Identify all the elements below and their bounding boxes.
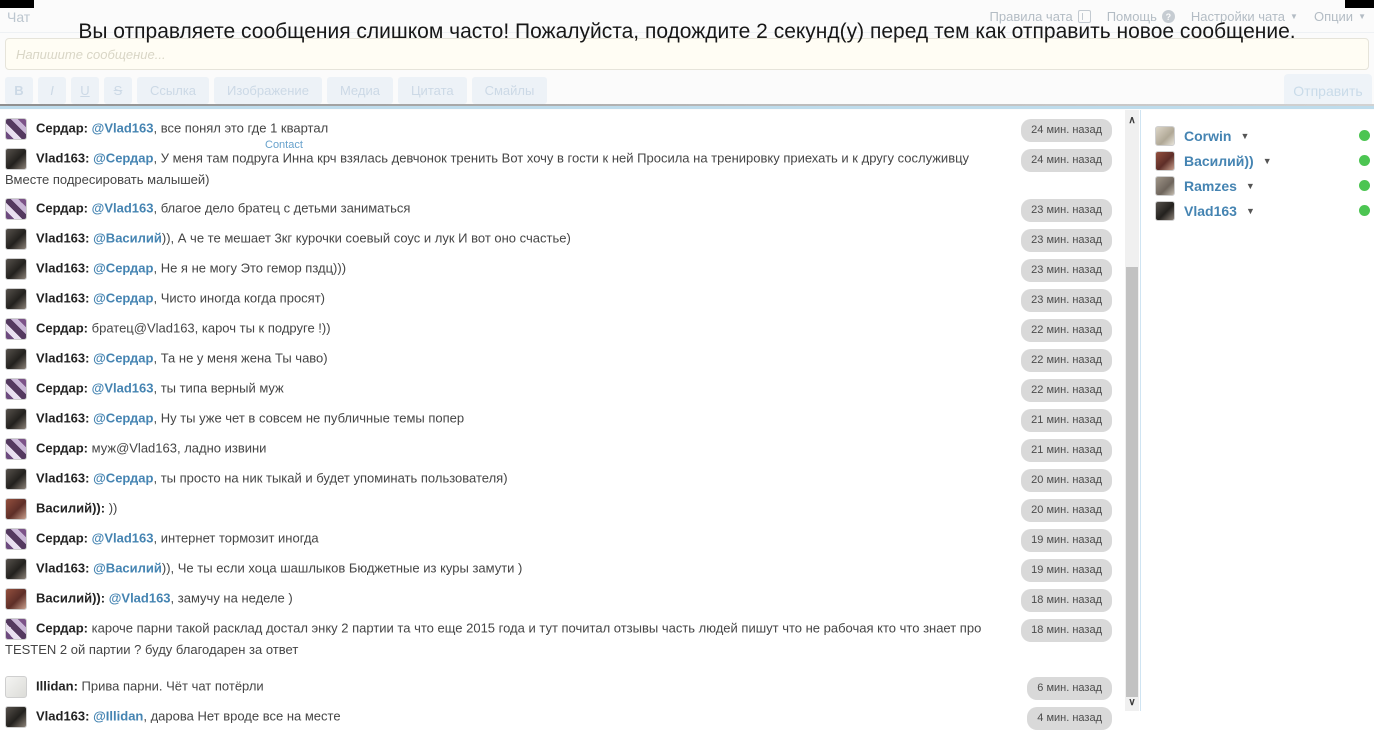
- scroll-down-icon[interactable]: ∨: [1128, 696, 1136, 708]
- message-username[interactable]: Vlad163: [36, 290, 86, 306]
- mention-link[interactable]: @Сердар: [93, 150, 154, 166]
- user-avatar: [5, 498, 27, 520]
- header-links: [990, 9, 1366, 24]
- composer-panel: [0, 0, 1374, 110]
- timestamp-badge: 4 мин. назад: [1027, 707, 1112, 730]
- message-text: , интернет тормозит иногда: [153, 530, 319, 546]
- link-button[interactable]: Ссылка: [137, 77, 209, 104]
- chevron-down-icon[interactable]: ▼: [1240, 130, 1250, 141]
- message-username[interactable]: Vlad163: [36, 230, 86, 246]
- user-avatar: [5, 198, 27, 220]
- underline-button[interactable]: U: [71, 77, 99, 104]
- mention-link[interactable]: @Vlad163: [91, 530, 154, 546]
- user-avatar: [5, 528, 27, 550]
- user-avatar: [5, 118, 27, 140]
- chat-header: [0, 0, 1374, 33]
- user-avatar: [5, 676, 27, 698]
- message-row: [5, 618, 1125, 660]
- message-username[interactable]: Vlad163: [36, 150, 86, 166]
- message-row: [5, 468, 1125, 490]
- message-username[interactable]: Сердар: [36, 440, 84, 456]
- message-row: [5, 588, 1125, 610]
- user-avatar: [5, 438, 27, 460]
- smileys-button[interactable]: Смайлы: [472, 77, 548, 104]
- username-colon: :: [83, 200, 89, 216]
- online-users-sidebar: [1140, 110, 1374, 711]
- username-colon: :: [83, 120, 89, 136]
- message-row: [5, 528, 1125, 550]
- message-username[interactable]: Сердар: [36, 530, 84, 546]
- chat-scrollbar[interactable]: [1125, 110, 1139, 711]
- message-username[interactable]: Сердар: [36, 620, 84, 636]
- username-colon: :: [83, 620, 89, 636]
- sidebar-username[interactable]: Corwin: [1184, 127, 1232, 144]
- mention-link[interactable]: @Василий: [93, 230, 162, 246]
- timestamp-badge: 21 мин. назад: [1021, 439, 1112, 462]
- mention-link[interactable]: @Vlad163: [91, 200, 154, 216]
- username-colon: :: [85, 260, 90, 276]
- page-title: Чат: [7, 9, 31, 25]
- message-username[interactable]: Vlad163: [36, 260, 86, 276]
- message-text: , все понял это где 1 квартал: [153, 120, 329, 136]
- message-text: , У меня там подруга Инна крч взялась девчонок тренить Вот хочу в гости к ней Просила на тренировку приехать и к другу сослуживцу Вместе подресировать малышей): [5, 150, 970, 187]
- user-avatar: [5, 258, 27, 280]
- message-username[interactable]: Vlad163: [36, 708, 86, 724]
- message-username[interactable]: Vlad163: [36, 560, 86, 576]
- message-username[interactable]: Сердар: [36, 120, 84, 136]
- message-text: )), А че те мешает 3кг курочки соевый соус и лук И вот оно счастье): [161, 230, 571, 246]
- message-username[interactable]: Василий)): [36, 590, 101, 606]
- online-status-dot: [1359, 155, 1370, 166]
- mention-link[interactable]: @Vlad163: [108, 590, 171, 606]
- username-colon: :: [83, 320, 89, 336]
- timestamp-badge: 20 мин. назад: [1021, 499, 1112, 522]
- timestamp-badge: 22 мин. назад: [1021, 379, 1112, 402]
- help-link[interactable]: Помощь ?: [1107, 9, 1175, 24]
- book-icon: [1078, 10, 1091, 23]
- mention-link[interactable]: @Сердар: [93, 290, 154, 306]
- username-colon: :: [100, 500, 106, 516]
- message-text: , замучу на неделе ): [170, 590, 293, 606]
- message-row: [5, 348, 1125, 370]
- message-row: [5, 498, 1125, 520]
- timestamp-badge: 18 мин. назад: [1021, 589, 1112, 612]
- message-row: [5, 118, 1125, 140]
- username-colon: :: [85, 230, 90, 246]
- mention-link[interactable]: @Василий: [93, 560, 162, 576]
- message-username[interactable]: Vlad163: [36, 410, 86, 426]
- message-row: [5, 258, 1125, 280]
- timestamp-badge: 19 мин. назад: [1021, 559, 1112, 582]
- user-avatar: [5, 288, 27, 310]
- message-text: , Не я не могу Это гемор пздц))): [153, 260, 347, 276]
- timestamp-badge: 20 мин. назад: [1021, 469, 1112, 492]
- message-row: [5, 408, 1125, 430]
- mention-link[interactable]: @Vlad163: [91, 120, 154, 136]
- quote-button[interactable]: Цитата: [398, 77, 467, 104]
- message-text: , благое дело братец с детьми заниматься: [153, 200, 411, 216]
- contact-tooltip: Contact: [265, 139, 303, 151]
- question-icon: ?: [1162, 10, 1175, 23]
- message-username[interactable]: Василий)): [36, 500, 101, 516]
- message-row: [5, 378, 1125, 400]
- chevron-down-icon[interactable]: ▼: [1245, 180, 1255, 191]
- message-text: муж@Vlad163, ладно извини: [91, 440, 267, 456]
- message-text: , дарова Нет вроде все на месте: [143, 708, 341, 724]
- sidebar-user-avatar: [1155, 151, 1175, 171]
- message-text: Прива парни. Чёт чат потёрли: [81, 678, 264, 694]
- user-avatar: [5, 318, 27, 340]
- username-colon: :: [85, 150, 90, 166]
- corner-bar-left: [0, 0, 34, 8]
- timestamp-badge: 19 мин. назад: [1021, 529, 1112, 552]
- sidebar-user-row[interactable]: [1141, 173, 1374, 198]
- caret-down-icon: ▼: [1358, 12, 1366, 21]
- message-username[interactable]: Illidan: [36, 678, 74, 694]
- message-text: братец@Vlad163, кароч ты к подруге !)): [91, 320, 331, 336]
- user-avatar: [5, 618, 27, 640]
- message-username[interactable]: Vlad163: [36, 350, 86, 366]
- bold-button[interactable]: B: [5, 77, 33, 104]
- sidebar-user-row[interactable]: [1141, 148, 1374, 173]
- timestamp-badge: 21 мин. назад: [1021, 409, 1112, 432]
- mention-link[interactable]: @Illidan: [93, 708, 144, 724]
- message-row: [5, 148, 1125, 190]
- message-text: , Та не у меня жена Ты чаво): [153, 350, 328, 366]
- username-colon: :: [83, 530, 89, 546]
- message-row: [5, 198, 1125, 220]
- panel-blue-divider: [0, 106, 1374, 109]
- chevron-down-icon[interactable]: ▼: [1245, 205, 1255, 216]
- message-username[interactable]: Сердар: [36, 380, 84, 396]
- italic-button[interactable]: I: [38, 77, 66, 104]
- username-colon: :: [85, 410, 90, 426]
- sidebar-user-row[interactable]: [1141, 198, 1374, 223]
- message-text: , Ну ты уже чет в совсем не публичные темы попер: [153, 410, 465, 426]
- message-row: [5, 438, 1125, 460]
- chat-rules-link[interactable]: Правила чата: [990, 9, 1091, 24]
- message-row: [5, 706, 1125, 728]
- username-colon: :: [85, 290, 90, 306]
- message-username[interactable]: Vlad163: [36, 470, 86, 486]
- mention-link[interactable]: @Сердар: [93, 410, 154, 426]
- online-status-dot: [1359, 130, 1370, 141]
- message-username[interactable]: Сердар: [36, 320, 84, 336]
- timestamp-badge: 24 мин. назад: [1021, 149, 1112, 172]
- mention-link[interactable]: @Vlad163: [91, 380, 154, 396]
- user-avatar: [5, 408, 27, 430]
- scroll-up-icon[interactable]: ∧: [1128, 114, 1136, 126]
- timestamp-badge: 18 мин. назад: [1021, 619, 1112, 642]
- timestamp-badge: 22 мин. назад: [1021, 319, 1112, 342]
- message-row: [5, 228, 1125, 250]
- format-toolbar: [5, 77, 547, 104]
- send-button[interactable]: Отправить: [1284, 74, 1372, 107]
- username-colon: :: [100, 590, 106, 606]
- message-row: [5, 676, 1125, 698]
- sidebar-username[interactable]: Василий)): [1184, 152, 1254, 169]
- mention-link[interactable]: @Сердар: [93, 260, 154, 276]
- timestamp-badge: 23 мин. назад: [1021, 229, 1112, 252]
- media-button[interactable]: Медиа: [327, 77, 393, 104]
- username-colon: :: [85, 560, 90, 576]
- timestamp-badge: 23 мин. назад: [1021, 259, 1112, 282]
- sidebar-username[interactable]: Vlad163: [1184, 202, 1237, 219]
- message-text: , Чисто иногда когда просят): [153, 290, 325, 306]
- message-text: , ты типа верный муж: [153, 380, 284, 396]
- timestamp-badge: 6 мин. назад: [1027, 677, 1112, 700]
- message-username[interactable]: Сердар: [36, 200, 84, 216]
- timestamp-badge: 24 мин. назад: [1021, 119, 1112, 142]
- message-text: )), Че ты если хоца шашлыков Бюджетные из куры замути ): [161, 560, 523, 576]
- online-status-dot: [1359, 180, 1370, 191]
- user-avatar: [5, 348, 27, 370]
- message-input[interactable]: [5, 38, 1369, 70]
- options-link[interactable]: Опции ▼: [1313, 9, 1366, 24]
- user-avatar: [5, 468, 27, 490]
- sidebar-user-avatar: [1155, 176, 1175, 196]
- username-colon: :: [73, 678, 78, 694]
- mention-link[interactable]: @Сердар: [93, 470, 154, 486]
- rate-limit-warning: Вы отправляете сообщения слишком часто! Пожалуйста, подождите 2 секунд(у) перед тем как отправить новое сообщение.: [78, 20, 1296, 43]
- mention-link[interactable]: @Сердар: [93, 350, 154, 366]
- username-colon: :: [85, 350, 90, 366]
- message-row: [5, 318, 1125, 340]
- corner-bar-right: [1345, 0, 1374, 8]
- timestamp-badge: 22 мин. назад: [1021, 349, 1112, 372]
- username-colon: :: [83, 440, 89, 456]
- message-row: [5, 288, 1125, 310]
- user-avatar: [5, 588, 27, 610]
- sidebar-user-avatar: [1155, 126, 1175, 146]
- sidebar-user-avatar: [1155, 201, 1175, 221]
- message-text: )): [108, 500, 118, 516]
- user-avatar: [5, 228, 27, 250]
- image-button[interactable]: Изображение: [214, 77, 322, 104]
- chat-settings-link[interactable]: Настройки чата ▼: [1190, 9, 1298, 24]
- sidebar-username[interactable]: Ramzes: [1184, 177, 1237, 194]
- message-text: кароче парни такой расклад достал энку 2 партии та что еще 2015 года и тут почитал отзывы часть людей пишут что не рабочая кто что знает про TESTEN 2 ой партии ? буду благодарен за ответ: [5, 620, 982, 658]
- timestamp-badge: 23 мин. назад: [1021, 199, 1112, 222]
- online-status-dot: [1359, 205, 1370, 216]
- user-avatar: [5, 706, 27, 728]
- username-colon: :: [85, 708, 90, 724]
- message-list: [0, 110, 1125, 725]
- user-avatar: [5, 558, 27, 580]
- username-colon: :: [85, 470, 90, 486]
- sidebar-user-row[interactable]: [1141, 123, 1374, 148]
- timestamp-badge: 23 мин. назад: [1021, 289, 1112, 312]
- strikethrough-button[interactable]: S: [104, 77, 132, 104]
- caret-down-icon: ▼: [1290, 12, 1298, 21]
- user-avatar: [5, 148, 27, 170]
- scrollbar-thumb[interactable]: [1126, 267, 1138, 697]
- message-row: [5, 558, 1125, 580]
- chevron-down-icon[interactable]: ▼: [1262, 155, 1272, 166]
- message-text: , ты просто на ник тыкай и будет упоминать пользователя): [153, 470, 508, 486]
- username-colon: :: [83, 380, 89, 396]
- user-avatar: [5, 378, 27, 400]
